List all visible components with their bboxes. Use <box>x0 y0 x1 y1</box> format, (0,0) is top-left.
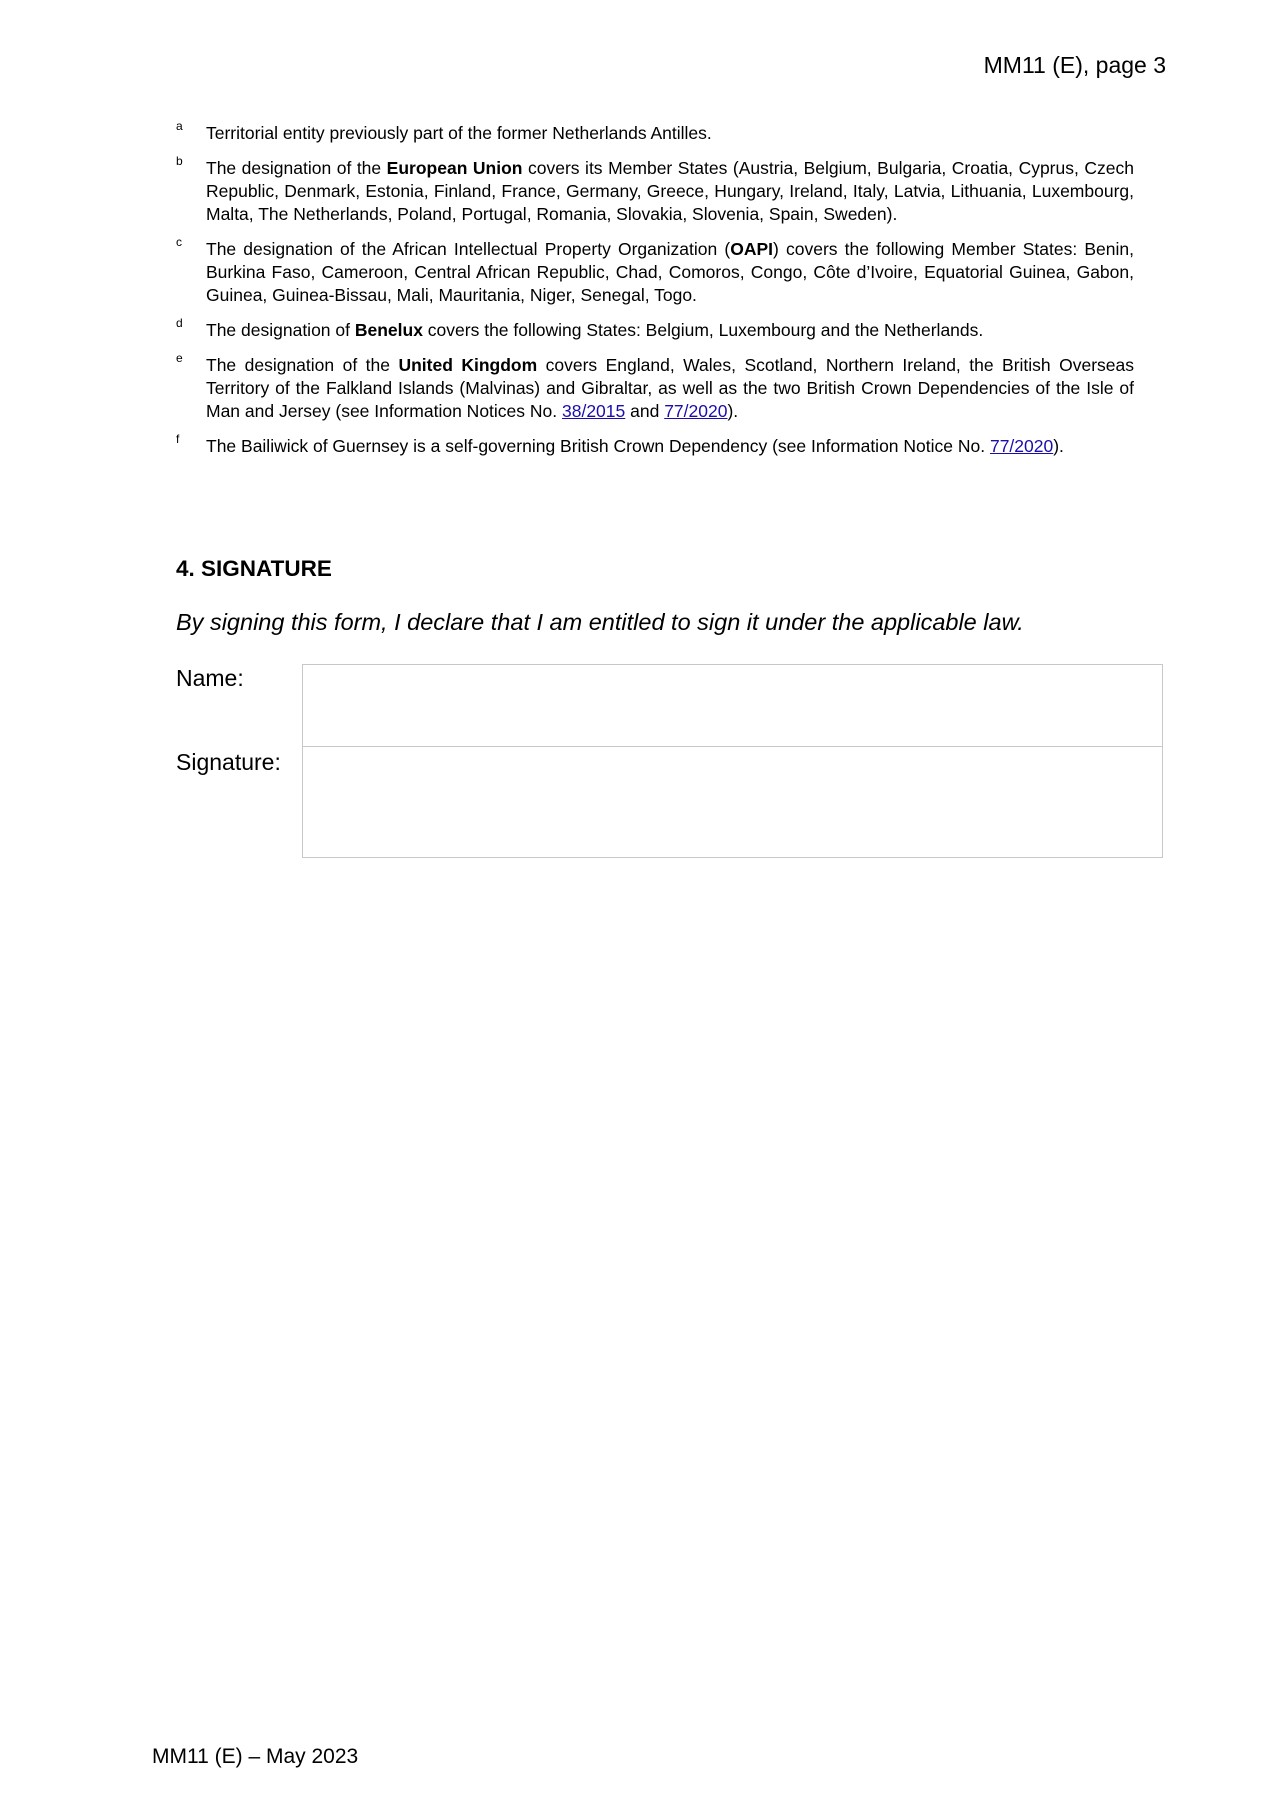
signature-field[interactable] <box>302 746 1163 858</box>
text-segment: covers its Member States (Austria, Belgium, Bulgaria, Croatia, Cyprus, Czech Republic, Denmark, Estonia, Finland, France, Germany, Greece, Hungary, Ireland, Italy, Latvia, Lithuania, Luxembourg, Malta, The Netherlands, Poland, Portugal, Romania, Slovakia, Slovenia, Spain, Sweden). <box>206 158 1134 224</box>
footnotes-list <box>176 119 1135 470</box>
text-segment: Territorial entity previously part of the former Netherlands Antilles. <box>206 123 712 143</box>
name-field[interactable] <box>302 664 1163 748</box>
footnote-item <box>176 351 1134 423</box>
footnote-letter: f <box>176 432 180 446</box>
footnote-item <box>176 432 1134 458</box>
text-segment: The Bailiwick of Guernsey is a self-governing British Crown Dependency (see Information Notice No. <box>206 436 990 456</box>
text-segment: and <box>625 401 665 421</box>
bold-term: European Union <box>386 158 523 178</box>
footnote-text <box>206 158 1134 224</box>
bold-term: OAPI <box>730 239 773 259</box>
footnote-letter: d <box>176 316 183 330</box>
text-segment: The designation of the <box>206 355 399 375</box>
information-notice-link[interactable]: 38/2015 <box>562 401 626 421</box>
footnote-text <box>206 320 983 340</box>
footnote-letter: b <box>176 154 183 168</box>
footnote-text <box>206 239 1134 305</box>
text-segment: The designation of the African Intellectual Property Organization ( <box>206 239 731 259</box>
footnote-text <box>206 355 1134 421</box>
footnote-letter: e <box>176 351 183 365</box>
footnote-item <box>176 154 1134 226</box>
bold-term: Benelux <box>354 320 423 340</box>
text-segment: The designation of the <box>206 158 387 178</box>
text-segment: ). <box>727 401 739 421</box>
information-notice-link[interactable]: 77/2020 <box>989 436 1054 456</box>
footnote-letter: a <box>176 119 183 133</box>
declaration-text: By signing this form, I declare that I am entitled to sign it under the applicable law. <box>176 609 1024 635</box>
text-segment: covers the following States: Belgium, Luxembourg and the Netherlands. <box>422 320 984 340</box>
page-header: MM11 (E), page 3 <box>983 52 1166 78</box>
text-segment: The designation of <box>206 320 355 340</box>
text-segment: ) covers the following Member States: Benin, Burkina Faso, Cameroon, Central African Republic, Chad, Comoros, Congo, Côte d’Ivoire, Equatorial Guinea, Gabon, Guinea, Guinea-Bissau, Mali, Mauritania, Niger, Senegal, Togo. <box>206 239 1135 305</box>
footnote-item <box>176 316 1134 342</box>
text-segment: covers England, Wales, Scotland, Northern Ireland, the British Overseas Territory of the Falkland Islands (Malvinas) and Gibraltar, as well as the two British Crown Dependencies of the Isle of Man and Jersey (see Information Notices No. <box>206 355 1134 421</box>
footnote-item <box>176 119 1134 145</box>
footnote-item <box>176 235 1135 307</box>
bold-term: United Kingdom <box>398 355 538 375</box>
footnote-text <box>206 123 712 143</box>
footnote-text <box>206 436 1064 456</box>
page-footer: MM11 (E) – May 2023 <box>152 1745 359 1768</box>
footnote-letter: c <box>176 235 182 249</box>
name-label: Name: <box>176 665 244 691</box>
section-title: 4. SIGNATURE <box>176 556 332 581</box>
information-notice-link[interactable]: 77/2020 <box>664 401 728 421</box>
text-segment: ). <box>1053 436 1064 456</box>
signature-label: Signature: <box>176 749 281 775</box>
